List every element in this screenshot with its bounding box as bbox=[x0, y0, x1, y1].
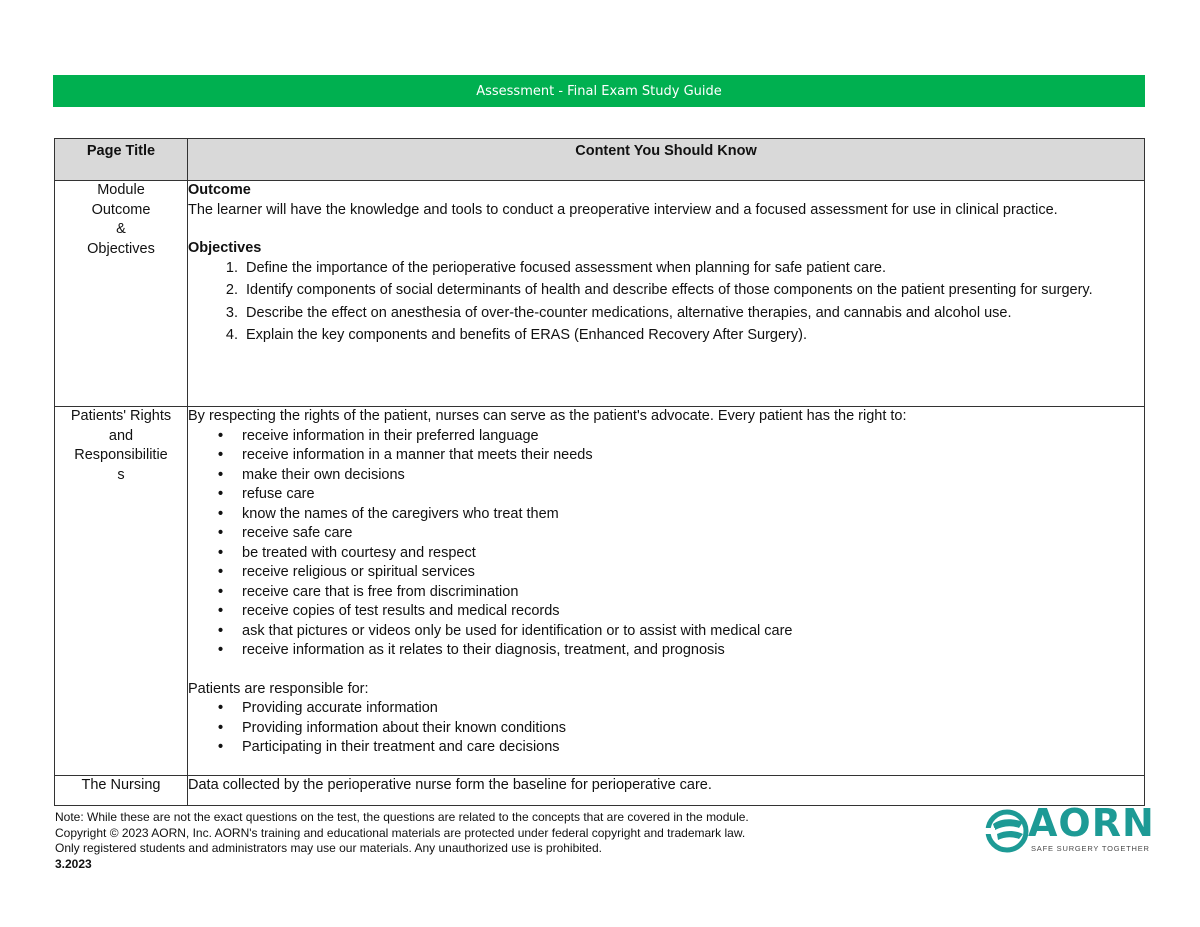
objectives-heading: Objectives bbox=[188, 240, 262, 256]
list-item: • Providing accurate information bbox=[188, 699, 1144, 719]
list-item: • receive copies of test results and medical records bbox=[188, 602, 1144, 622]
banner-title: Assessment - Final Exam Study Guide bbox=[476, 83, 722, 99]
title-line: Outcome bbox=[91, 201, 151, 218]
page-title-cell bbox=[55, 776, 188, 806]
list-item: • ask that pictures or videos only be used for identification or to assist with medical care bbox=[188, 622, 1144, 642]
list-item: • know the names of the caregivers who treat them bbox=[188, 505, 1144, 525]
list-item: • make their own decisions bbox=[188, 466, 1144, 486]
content-cell bbox=[188, 776, 1145, 806]
logo-wordmark: AORN bbox=[1028, 801, 1155, 845]
footer-usage: Only registered students and administrators may use our materials. Any unauthorized use is prohibited. bbox=[55, 841, 602, 855]
page-footer bbox=[55, 810, 749, 872]
table-header-row bbox=[55, 139, 1145, 181]
aorn-logo-icon bbox=[985, 808, 1029, 854]
objectives-list bbox=[188, 259, 1144, 346]
outcome-heading: Outcome bbox=[188, 182, 251, 198]
list-item: • receive information in a manner that meets their needs bbox=[188, 446, 1144, 466]
page-title-cell bbox=[55, 181, 188, 407]
title-line: The Nursing bbox=[81, 777, 161, 793]
list-item: • be treated with courtesy and respect bbox=[188, 544, 1144, 564]
list-item: 4. Explain the key components and benefits of ERAS (Enhanced Recovery After Surgery). bbox=[242, 326, 1144, 346]
title-line: Patients' Rights bbox=[70, 408, 172, 424]
list-item: • receive information as it relates to their diagnosis, treatment, and prognosis bbox=[188, 641, 1144, 661]
table-row bbox=[55, 181, 1145, 407]
title-line: & bbox=[116, 221, 126, 237]
study-guide-table bbox=[54, 138, 1145, 806]
footer-copyright: Copyright © 2023 AORN, Inc. AORN's training and educational materials are protected under federal copyright and trademark law. bbox=[55, 825, 746, 840]
page-title-cell bbox=[55, 407, 188, 776]
title-line: and bbox=[108, 427, 134, 444]
column-header-page-title: Page Title bbox=[55, 139, 188, 181]
outcome-text: The learner will have the knowledge and tools to conduct a preoperative interview and a focused assessment for use in clinical practice. bbox=[188, 201, 1058, 218]
table-row bbox=[55, 776, 1145, 806]
column-header-content: Content You Should Know bbox=[188, 139, 1145, 181]
footer-note: Note: While these are not the exact questions on the test, the questions are related to the concepts that are covered in the module. bbox=[55, 810, 749, 824]
list-item: • Participating in their treatment and care decisions bbox=[188, 738, 1144, 758]
list-item: • refuse care bbox=[188, 485, 1144, 505]
logo-tagline: SAFE SURGERY TOGETHER bbox=[1031, 844, 1150, 853]
list-item: • receive safe care bbox=[188, 524, 1144, 544]
list-item: • receive care that is free from discrimination bbox=[188, 583, 1144, 603]
title-line: Responsibilitie bbox=[74, 447, 168, 463]
list-item: • receive religious or spiritual services bbox=[188, 563, 1144, 583]
list-item: 2. Identify components of social determinants of health and describe effects of those components on the patient presenting for surgery. bbox=[242, 281, 1144, 301]
title-line: Module bbox=[97, 182, 145, 198]
content-cell bbox=[188, 181, 1145, 407]
list-item: • receive information in their preferred language bbox=[188, 427, 1144, 447]
nursing-text: Data collected by the perioperative nurse form the baseline for perioperative care. bbox=[188, 777, 712, 793]
list-item: 3. Describe the effect on anesthesia of over-the-counter medications, alternative therapies, and cannabis and alcohol use. bbox=[242, 304, 1144, 324]
rights-intro: By respecting the rights of the patient, nurses can serve as the patient's advocate. Every patient has the right to: bbox=[188, 408, 907, 424]
list-item: 1. Define the importance of the perioperative focused assessment when planning for safe patient care. bbox=[242, 259, 1144, 279]
responsibilities-heading: Patients are responsible for: bbox=[188, 680, 369, 697]
title-line: s bbox=[117, 466, 125, 483]
aorn-logo bbox=[985, 801, 1155, 856]
footer-version: 3.2023 bbox=[55, 856, 92, 871]
table-row bbox=[55, 407, 1145, 776]
header-banner bbox=[53, 75, 1145, 107]
list-item: • Providing information about their known conditions bbox=[188, 719, 1144, 739]
title-line: Objectives bbox=[87, 240, 155, 257]
content-cell bbox=[188, 407, 1145, 776]
responsibilities-list bbox=[188, 699, 1144, 758]
rights-list bbox=[188, 427, 1144, 661]
